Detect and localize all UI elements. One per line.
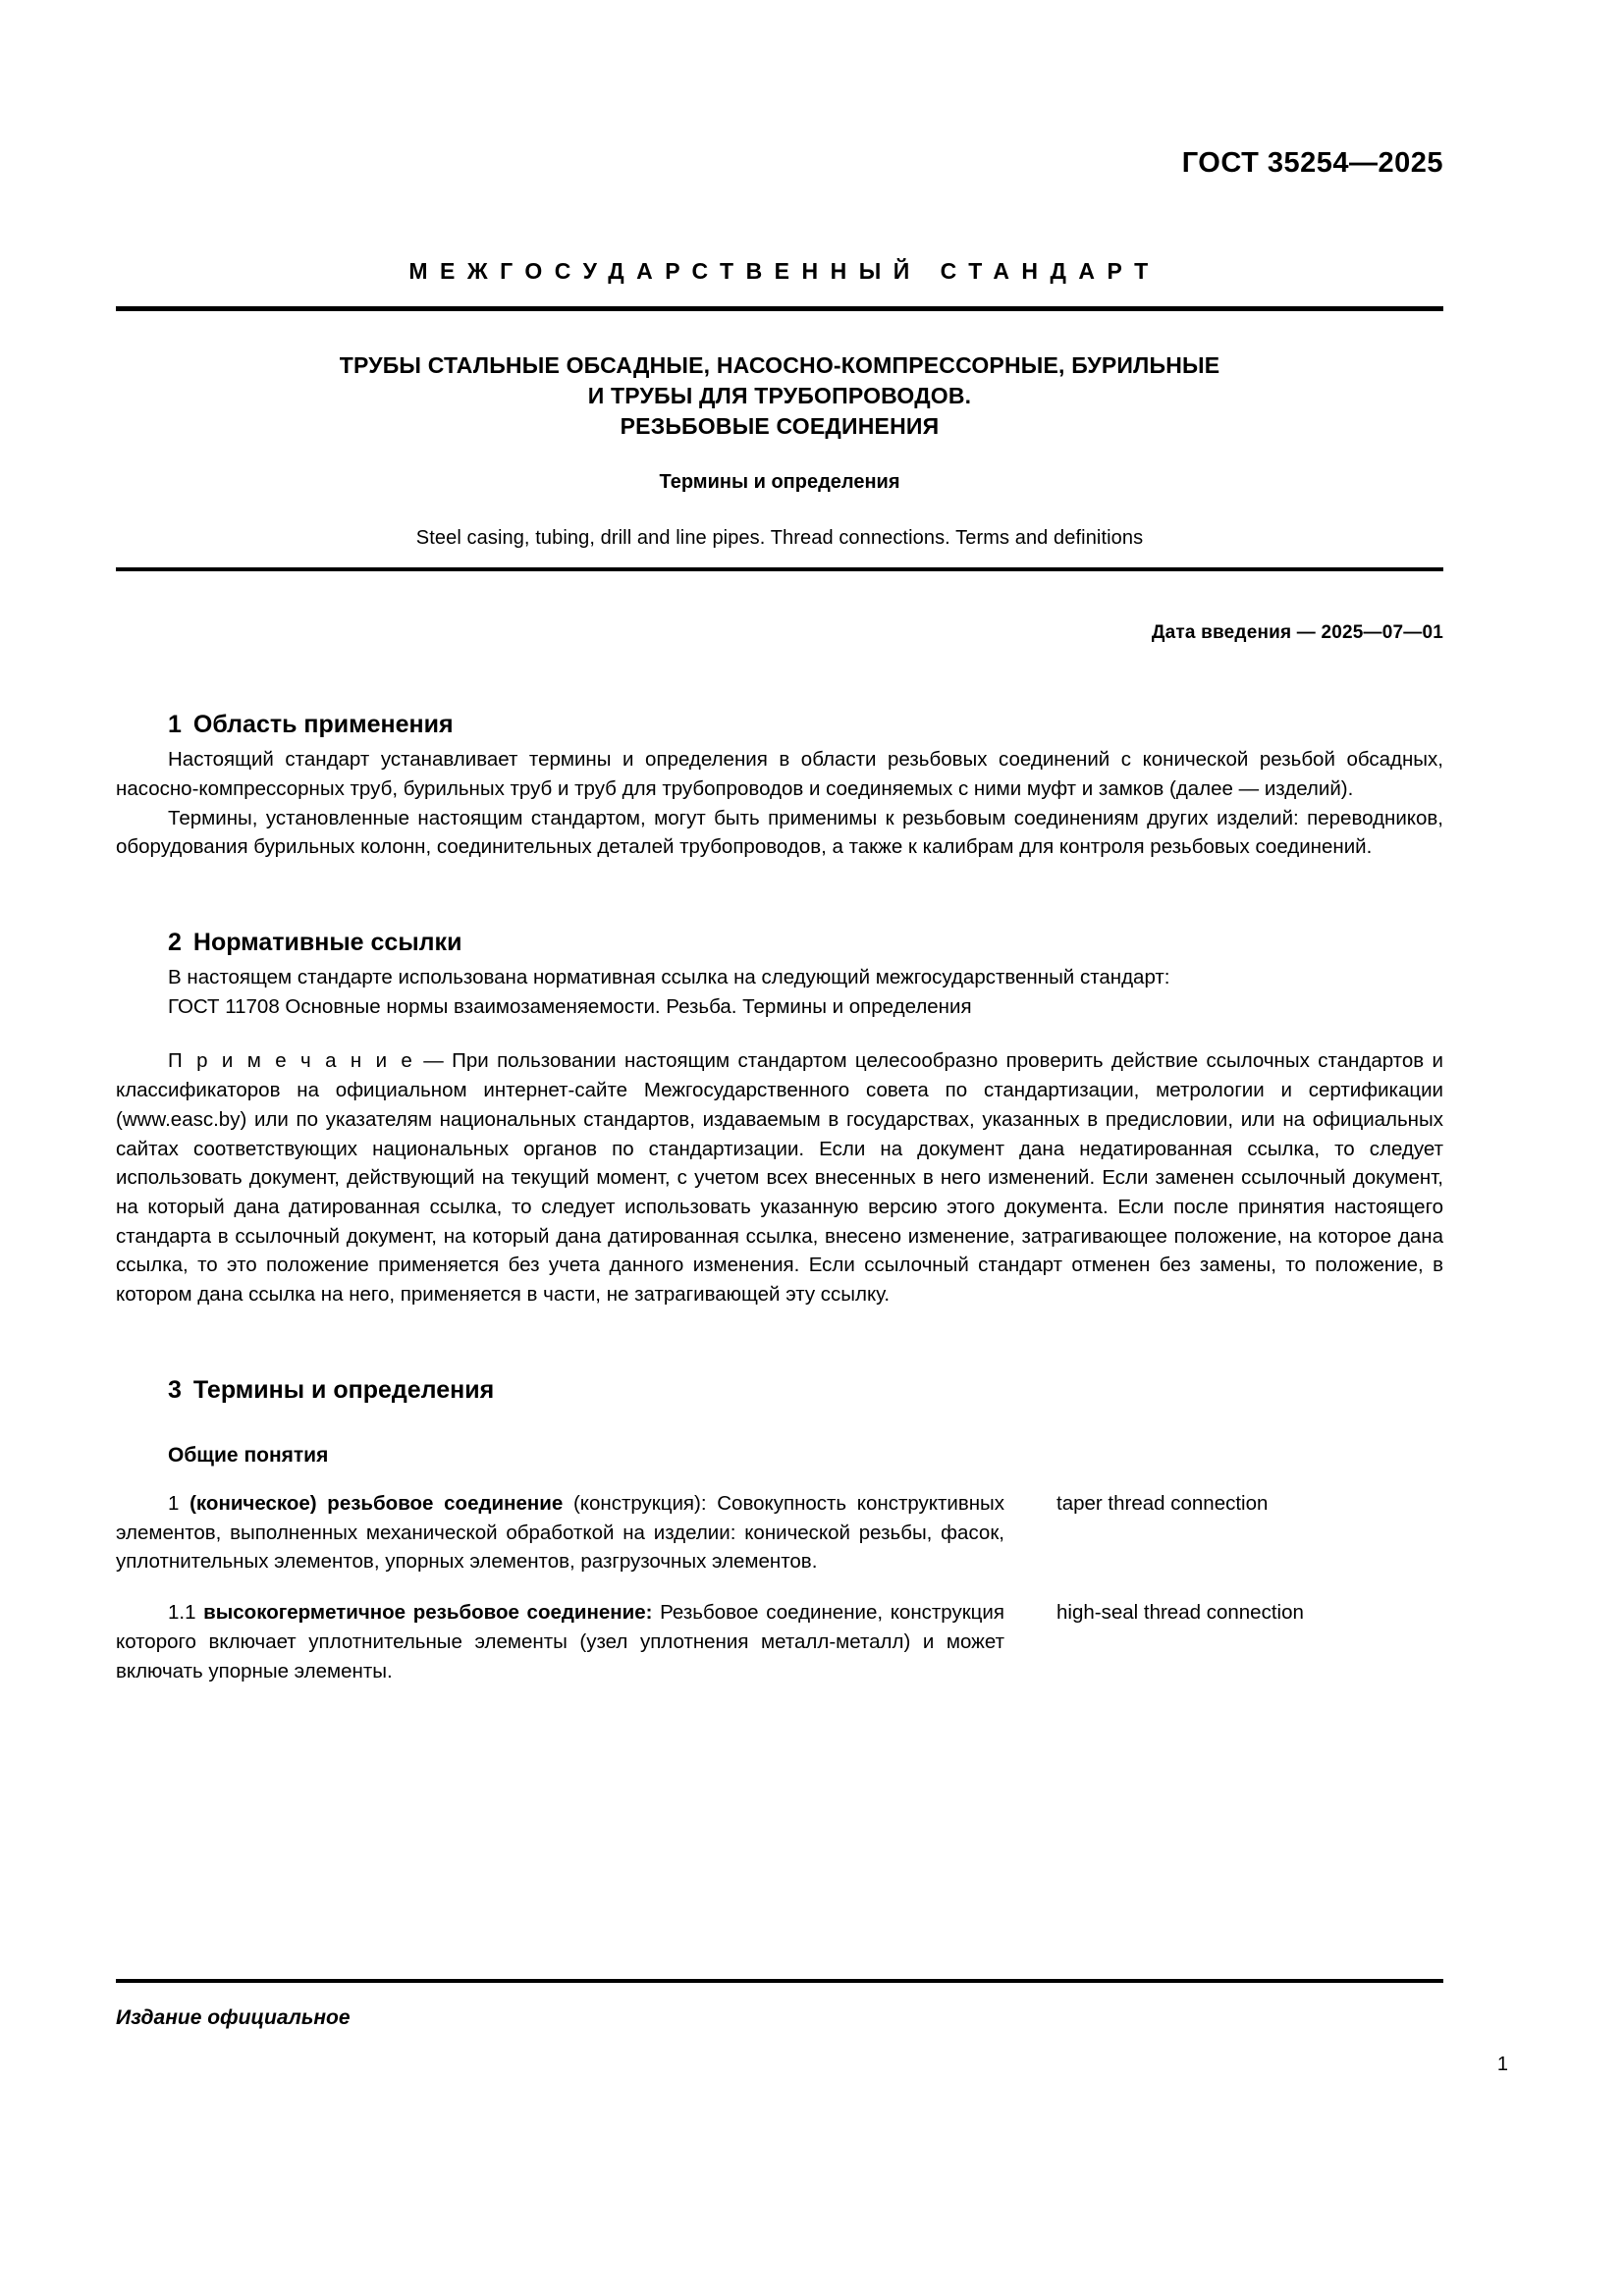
term-entry	[116, 1598, 1443, 1685]
term-english-equivalent: taper thread connection	[1056, 1491, 1269, 1515]
title-line-3: РЕЗЬБОВЫЕ СОЕДИНЕНИЯ	[620, 413, 940, 440]
section-2-note	[116, 1046, 1443, 1308]
footer-rule	[116, 1979, 1443, 1983]
section-2-paragraph-1: В настоящем стандарте использована нормативная ссылка на следующий межгосударственный стандарт:	[168, 966, 1170, 989]
term-number: 1.1	[168, 1601, 196, 1625]
section-1-paragraph-1: Настоящий стандарт устанавливает термины и определения в области резьбовых соединений с конической резьбой обсадных, насосно-компрессорных труб, бурильных труб и труб для трубопроводов и соединяемых с ними муфт и замков (далее — изделий).	[116, 748, 1443, 800]
title-subtitle: Термины и определения	[659, 471, 900, 494]
section-3-title: Термины и определения	[192, 1375, 495, 1404]
section-2-heading	[116, 929, 1443, 957]
title-line-2: И ТРУБЫ ДЛЯ ТРУБОПРОВОДОВ.	[587, 383, 972, 409]
section-1-paragraph-2: Термины, установленные настоящим стандартом, могут быть применимы к резьбовым соединениям других изделий: переводников, оборудования бурильных колонн, соединительных деталей трубопроводов, а также к калибрам для контроля резьбовых соединений.	[116, 806, 1443, 859]
footer-edition-note: Издание официальное	[116, 2006, 351, 2029]
title-block	[116, 350, 1443, 550]
section-3-heading	[116, 1376, 1443, 1405]
title-line-1: ТРУБЫ СТАЛЬНЫЕ ОБСАДНЫЕ, НАСОСНО-КОМПРЕССОРНЫЕ, БУРИЛЬНЫЕ	[339, 352, 1220, 378]
term-number: 1	[168, 1491, 180, 1515]
term-name: (коническое) резьбовое соединение	[189, 1491, 564, 1515]
section-2-number: 2	[168, 929, 182, 957]
section-1-number: 1	[168, 711, 182, 739]
term-definition-ru	[116, 1598, 1004, 1685]
term-definition-ru	[116, 1489, 1004, 1576]
header-rule-top	[116, 306, 1443, 311]
section-2-reference-gost: ГОСТ 11708 Основные нормы взаимозаменяемости. Резьба. Термины и определения	[168, 994, 972, 1018]
note-label: П р и м е ч а н и е	[168, 1049, 415, 1073]
title-english: Steel casing, tubing, drill and line pipes. Thread connections. Terms and definitions	[415, 527, 1144, 550]
section-3-number: 3	[168, 1375, 182, 1404]
introduction-date: Дата введения — 2025—07—01	[1151, 622, 1443, 644]
header-rule-bottom	[116, 567, 1443, 571]
term-english-equivalent: high-seal thread connection	[1056, 1601, 1304, 1625]
section-3-subheading: Общие понятия	[168, 1443, 329, 1467]
section-1-heading	[116, 711, 1443, 739]
term-name: высокогерметичное резьбовое соединение:	[203, 1601, 653, 1625]
section-2-title: Нормативные ссылки	[192, 929, 462, 957]
page-content	[116, 0, 1443, 1685]
section-1-title: Область применения	[192, 711, 454, 739]
page-number: 1	[1496, 2054, 1508, 2075]
standard-type-heading: МЕЖГОСУДАРСТВЕННЫЙ СТАНДАРТ	[408, 258, 1161, 284]
term-definition-text: Резьбовое соединение, конструкция которого включает уплотнительные элементы (узел уплотнения металл-металл) и может включать упорные элементы.	[116, 1601, 1004, 1682]
term-qualifier: (конструкция):	[563, 1491, 707, 1515]
term-definition-text: Совокупность конструктивных элементов, выполненных механической обработкой на изделии: конической резьбы, фасок, уплотнительных элементов, упорных элементов, разгрузочных элементов.	[116, 1491, 1005, 1574]
term-entry	[116, 1489, 1443, 1576]
document-code: ГОСТ 35254—2025	[1181, 147, 1443, 179]
note-body: — При пользовании настоящим стандартом целесообразно проверить действие ссылочных стандартов и классификаторов на официальном интернет-сайте Межгосударственного совета по стандартизации, метрологии и сертификации (www.easc.by) или по указателям национальных стандартов, издаваемым в государствах, указанных в предисловии, или на официальных сайтах соответствующих национальных органов по стандартизации. Если на документ дана недатированная ссылка, то следует использовать документ, действующий на текущий момент, с учетом всех внесенных в него изменений. Если заменен ссылочный документ, на который дана датированная ссылка, то следует использовать указанную версию этого документа. Если после принятия настоящего стандарта в ссылочный документ, на который дана датированная ссылка, внесено изменение, затрагивающее положение, на которое дана ссылка, то это положение применяется без учета данного изменения. Если ссылочный стандарт отменен без замены, то положение, в котором дана ссылка на него, применяется в части, не затрагивающей эту ссылку.	[116, 1049, 1443, 1307]
